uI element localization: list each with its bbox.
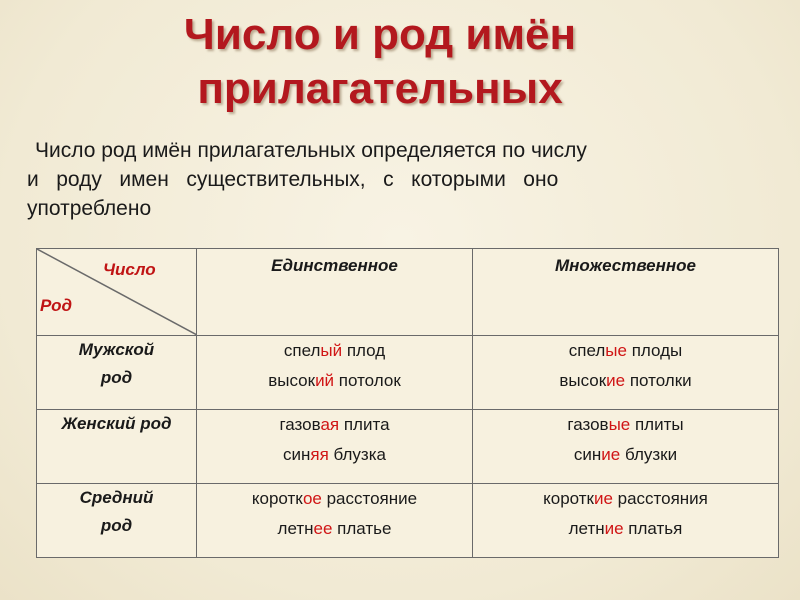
adjective-ending: ый bbox=[320, 341, 343, 360]
cell-singular bbox=[197, 410, 473, 484]
cell-plural bbox=[473, 336, 779, 410]
phrase: спелый плод bbox=[283, 341, 386, 360]
row-header-feminine bbox=[37, 410, 197, 484]
phrase: газовые плиты bbox=[567, 415, 684, 434]
row-header-masculine bbox=[37, 336, 197, 410]
gender-label-cont: род bbox=[100, 368, 133, 387]
intro-paragraph bbox=[27, 136, 759, 223]
gender-label-cont: род bbox=[100, 516, 133, 535]
adjective-ending: ая bbox=[320, 415, 340, 434]
table-row bbox=[37, 410, 779, 484]
title-line-1: Число и род имён bbox=[183, 10, 577, 59]
corner-number-label: Число bbox=[103, 260, 156, 279]
column-header-plural: Множественное bbox=[473, 249, 779, 336]
intro-line-2: и роду имен существительных, с которыми оно bbox=[27, 168, 559, 191]
adjective-ending: ие bbox=[593, 489, 613, 508]
adjective-ending: ые bbox=[608, 415, 631, 434]
phrase: синяя блузка bbox=[283, 445, 386, 464]
phrase: короткое расстояние bbox=[251, 489, 418, 508]
gender-label: Женский род bbox=[61, 414, 172, 433]
cell-plural bbox=[473, 484, 779, 558]
adjective-ending: ее bbox=[313, 519, 333, 538]
adjective-table bbox=[36, 248, 779, 558]
title-line-2: прилагательных bbox=[197, 64, 563, 113]
phrase: высокие потолки bbox=[559, 371, 692, 390]
phrase: летнее платье bbox=[277, 519, 392, 538]
cell-singular bbox=[197, 484, 473, 558]
intro-line-3: употреблено bbox=[27, 197, 152, 220]
phrase: высокий потолок bbox=[268, 371, 401, 390]
adjective-ending: ые bbox=[605, 341, 627, 360]
table-header-row bbox=[37, 249, 779, 336]
page-title bbox=[0, 8, 760, 116]
table-row bbox=[37, 484, 779, 558]
corner-cell bbox=[37, 249, 197, 336]
table-row bbox=[37, 336, 779, 410]
adjective-ending: яя bbox=[310, 445, 329, 464]
phrase: газовая плита bbox=[279, 415, 390, 434]
phrase: летние платья bbox=[568, 519, 683, 538]
cell-singular bbox=[197, 336, 473, 410]
adjective-ending: ие bbox=[606, 371, 626, 390]
phrase: синие блузки bbox=[573, 445, 678, 464]
gender-label: Мужской bbox=[78, 340, 155, 359]
adjective-ending: ое bbox=[302, 489, 322, 508]
corner-gender-label: Род bbox=[40, 296, 73, 315]
adjective-ending: ие bbox=[604, 519, 624, 538]
phrase: короткие расстояния bbox=[543, 489, 708, 508]
intro-line-1: Число род имён прилагательных определяется по числу bbox=[35, 139, 587, 162]
adjective-ending: ие bbox=[601, 445, 621, 464]
row-header-neuter bbox=[37, 484, 197, 558]
adjective-ending: ий bbox=[315, 371, 335, 390]
column-header-singular: Единственное bbox=[197, 249, 473, 336]
cell-plural bbox=[473, 410, 779, 484]
phrase: спелые плоды bbox=[568, 341, 683, 360]
gender-label: Средний bbox=[79, 488, 154, 507]
